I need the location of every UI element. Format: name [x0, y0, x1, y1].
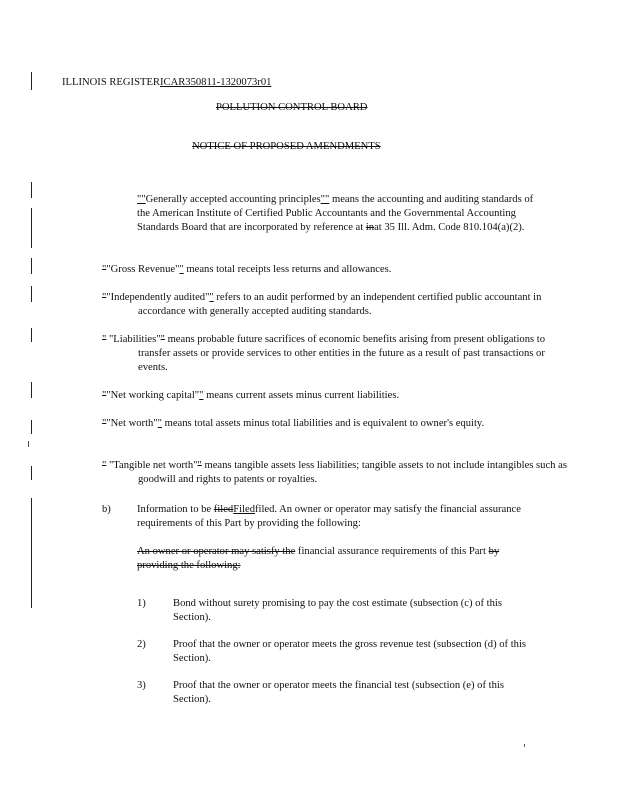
- definition-term: "Gross Revenue": [106, 264, 180, 275]
- quote-mark: ": [102, 418, 107, 429]
- definition-net-working-capital: [102, 389, 573, 403]
- quote-mark: ": [199, 390, 204, 401]
- quote-mark: ": [197, 460, 202, 471]
- section-b-old-text: [137, 545, 537, 573]
- change-bar: [31, 286, 32, 302]
- definition-gross-revenue: [102, 263, 573, 277]
- change-bar: [31, 258, 32, 274]
- deleted-text: in: [365, 222, 375, 233]
- change-bar: [31, 498, 32, 608]
- quote-mark: ": [157, 418, 162, 429]
- quote-mark: ": [102, 264, 107, 275]
- notice-title-text: NOTICE OF PROPOSED AMENDMENTS: [192, 141, 381, 152]
- change-bar: [31, 382, 32, 398]
- quote-mark: "": [320, 194, 330, 205]
- quote-mark: ": [102, 292, 107, 303]
- definition-term: "Tangible net worth": [106, 460, 198, 471]
- definition-term: "Net worth": [106, 418, 158, 429]
- list-item-number: 1): [137, 598, 146, 609]
- list-item-text: Proof that the owner or operator meets the gross revenue test (subsection (d) of this Section).: [173, 639, 527, 664]
- list-item-number: 2): [137, 639, 146, 650]
- definition-tangible-net-worth: [102, 459, 573, 487]
- quote-mark: ": [209, 292, 214, 303]
- definition-term: Generally accepted accounting principles: [145, 194, 321, 205]
- change-bar: [31, 208, 32, 248]
- definition-liabilities: [102, 333, 573, 375]
- deleted-text: filed: [213, 504, 234, 515]
- register-id: ICAR350811-1320073r01: [159, 77, 272, 88]
- definition-gaap: [137, 193, 537, 235]
- board-title: POLLUTION CONTROL BOARD: [216, 102, 368, 113]
- register-header: [62, 76, 271, 90]
- definition-body: means current assets minus current liabilities.: [203, 390, 400, 401]
- deleted-text: An owner or operator may satisfy the: [137, 546, 296, 557]
- change-bar: [31, 466, 32, 480]
- list-item-text: Bond without surety promising to pay the cost estimate (subsection (c) of this Section).: [173, 598, 502, 623]
- change-bar: [31, 72, 32, 90]
- definition-term: "Liabilities": [106, 334, 161, 345]
- quote-mark: ": [160, 334, 165, 345]
- notice-title: [192, 140, 381, 154]
- section-b-label: b): [102, 504, 111, 515]
- scan-mark: [524, 744, 525, 747]
- definition-body: means probable future sacrifices of economic benefits arising from present obligations to transfer assets or provide services to other entities in the future as a result of past transactions or events.: [138, 334, 545, 373]
- list-item-text: Proof that the owner or operator meets the financial test (subsection (e) of this Section).: [173, 680, 504, 705]
- definition-body: means total receipts less returns and allowances.: [183, 264, 392, 275]
- register-prefix: ILLINOIS REGISTER: [62, 77, 160, 88]
- quote-mark: "": [137, 194, 146, 205]
- quote-mark: ": [102, 390, 107, 401]
- definition-body: means tangible assets less liabilities; tangible assets to not include intangibles such as goodwill and rights to patents or royalties.: [138, 460, 567, 485]
- definition-term: "Net working capital": [106, 390, 200, 401]
- quote-mark: ": [102, 460, 107, 471]
- definition-net-worth: [102, 417, 573, 431]
- definition-term: "Independently audited": [106, 292, 210, 303]
- quote-mark: ": [179, 264, 184, 275]
- section-b-old-tail: financial assurance requirements of this Part: [295, 546, 489, 557]
- definition-tail: at 35 Ill. Adm. Code 810.104(a)(2).: [374, 222, 525, 233]
- deleted-text: by providing the following:: [137, 546, 500, 571]
- section-b-tail: filed. An owner or operator may satisfy the financial assurance requirements of this Part by providing the following:: [137, 504, 521, 529]
- definition-body: means the accounting and auditing standards of the American Institute of Certified Public Accountants and the Governmental Accounting Standards Board that are incorporated by reference at: [137, 194, 534, 233]
- definition-body: means total assets minus total liabilities and is equivalent to owner's equity.: [161, 418, 485, 429]
- section-b-intro: Information to be: [137, 504, 214, 515]
- list-item-number: 3): [137, 680, 146, 691]
- scan-mark: [28, 441, 29, 447]
- inserted-text: Filed: [233, 504, 255, 515]
- change-bar: [31, 328, 32, 342]
- definition-body: refers to an audit performed by an independent certified public accountant in accordance with generally accepted auditing standards.: [138, 292, 542, 317]
- quote-mark: ": [102, 334, 107, 345]
- section-b-text: [137, 503, 537, 531]
- change-bar: [31, 182, 32, 198]
- definition-independently-audited: [102, 291, 573, 319]
- change-bar: [31, 420, 32, 434]
